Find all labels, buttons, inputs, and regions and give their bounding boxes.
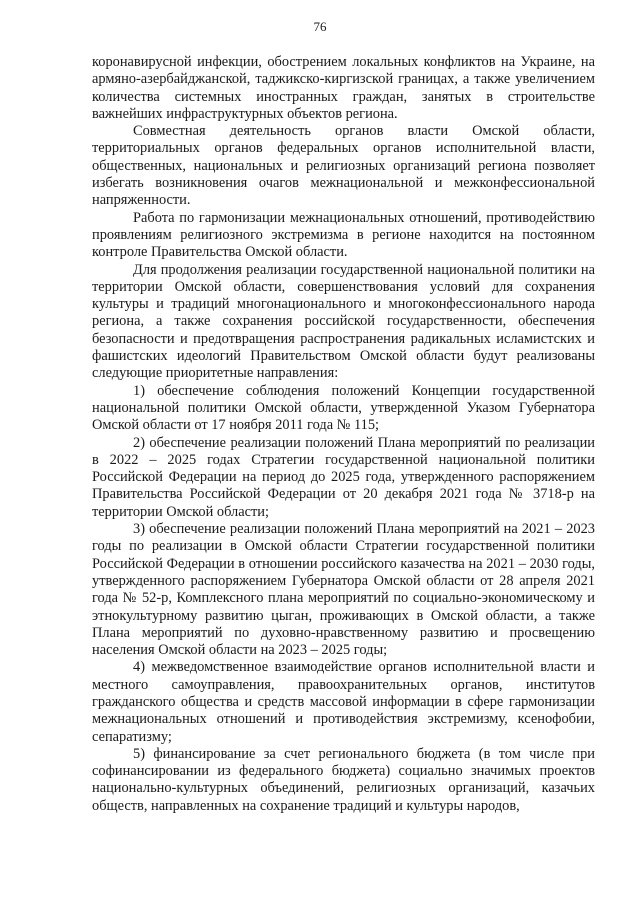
- list-item-4: 4) межведомственное взаимодействие органов исполнительной власти и местного самоуправления, правоохранительных органов, институтов гражданского общества и средств массовой информации в сфере гармонизации межнациональных отношений и противодействия экстремизму, ксенофобии, сепаратизму;: [92, 659, 595, 745]
- paragraph-joint-activity: Совместная деятельность органов власти Омской области, территориальных органов федеральных органов исполнительной власти, общественных, национальных и религиозных организаций региона позволяет избегать возникновения очагов межнациональной и межконфессиональной напряженности.: [92, 123, 595, 209]
- page-number: 76: [313, 19, 327, 34]
- list-item-1: 1) обеспечение соблюдения положений Концепции государственной национальной политики Омской области, утвержденной Указом Губернатора Омской области от 17 ноября 2011 года № 115;: [92, 382, 595, 434]
- document-text-body: [92, 54, 595, 815]
- list-item-3: 3) обеспечение реализации положений Плана мероприятий на 2021 – 2023 годы по реализации в Омской области Стратегии государственной политики Российской Федерации в отношении российского казачества на 2021 – 2030 годы, утвержденного распоряжением Губернатора Омской области от 28 апреля 2021 года № 52-р, Комплексного плана мероприятий по социально-экономическому и этнокультурному развитию цыган, проживающих в Омской области, а также Плана мероприятий по духовно-нравственному развитию и просвещению населения Омской области на 2023 – 2025 годы;: [92, 521, 595, 659]
- paragraph-priority-directions-intro: Для продолжения реализации государственной национальной политики на территории Омской области, совершенствования условий для сохранения культуры и традиций многонационального и многоконфессионального народа региона, а также сохранения российской государственности, обеспечения безопасности и предотвращения распространения радикальных исламистских и фашистских идеологий Правительством Омской области будут реализованы следующие приоритетные направления:: [92, 261, 595, 382]
- paragraph-continuation: коронавирусной инфекции, обострением локальных конфликтов на Украине, на армяно-азербайджанской, таджикско-киргизской границах, а также увеличением количества системных иностранных граждан, занятых в строительстве важнейших инфраструктурных объектов региона.: [92, 54, 595, 122]
- paragraph-harmonization-work: Работа по гармонизации межнациональных отношений, противодействию проявлениям религиозного экстремизма в регионе находится на постоянном контроле Правительства Омской области.: [92, 209, 595, 261]
- list-item-2: 2) обеспечение реализации положений Плана мероприятий по реализации в 2022 – 2025 годах Стратегии государственной национальной политики Российской Федерации на период до 2025 года, утвержденного распоряжением Правительства Российской Федерации от 20 декабря 2021 года № 3718-р на территории Омской области;: [92, 434, 595, 520]
- list-item-5: 5) финансирование за счет регионального бюджета (в том числе при софинансировании из федерального бюджета) социально значимых проектов национально-культурных объединений, религиозных организаций, казачьих обществ, направленных на сохранение традиций и культуры народов,: [92, 745, 595, 814]
